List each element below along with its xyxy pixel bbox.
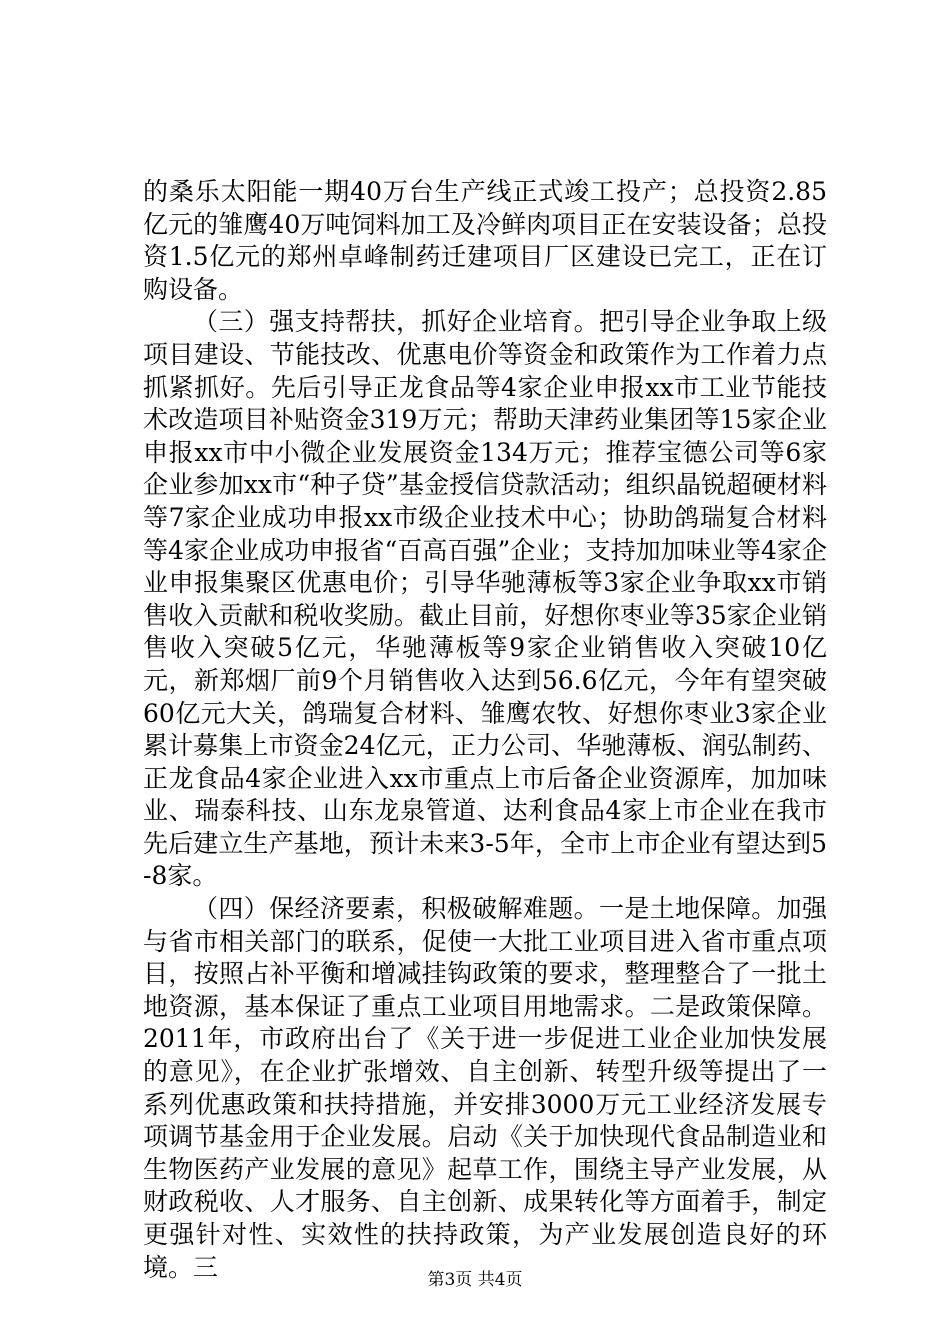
document-body <box>143 176 827 1284</box>
paragraph-continuation: 的桑乐太阳能一期40万台生产线正式竣工投产；总投资2.85亿元的雏鹰40万吨饲料加工及冷鲜肉项目正在安装设备；总投资1.5亿元的郑州卓峰制药迁建项目厂区建设已完工，正在订购设备。 <box>143 177 827 304</box>
page-footer: 第3页 共4页 <box>427 1270 523 1290</box>
paragraph-section-4: （四）保经济要素，积极破解难题。一是土地保障。加强与省市相关部门的联系，促使一大批工业项目进入省市重点项目，按照占补平衡和增减挂钩政策的要求，整理整合了一批土地资源，基本保证了重点工业项目用地需求。二是政策保障。2011年，市政府出台了《关于进一步促进工业企业加快发展的意见》，在企业扩张增效、自主创新、转型升级等提出了一系列优惠政策和扶持措施，并安排3000万元工业经济发展专项调节基金用于企业发展。启动《关于加快现代食品制造业和生物医药产业发展的意见》起草工作，围绕主导产业发展，从财政税收、人才服务、自主创新、成果转化等方面着手，制定更强针对性、实效性的扶持政策，为产业发展创造良好的环境。三 <box>143 894 827 1282</box>
paragraph-section-3: （三）强支持帮扶，抓好企业培育。把引导企业争取上级项目建设、节能技改、优惠电价等资金和政策作为工作着力点抓紧抓好。先后引导正龙食品等4家企业申报xx市工业节能技术改造项目补贴资金319万元；帮助天津药业集团等15家企业申报xx市中小微企业发展资金134万元；推荐宝德公司等6家企业参加xx市“种子贷”基金授信贷款活动；组织晶锐超硬材料等7家企业成功申报xx市级企业技术中心；协助鸽瑞复合材料等4家企业成功申报省“百高百强”企业；支持加加味业等4家企业申报集聚区优惠电价；引导华驰薄板等3家企业争取xx市销售收入贡献和税收奖励。截止目前，好想你枣业等35家企业销售收入突破5亿元，华驰薄板等9家企业销售收入突破10亿元，新郑烟厂前9个月销售收入达到56.6亿元，今年有望突破60亿元大关，鸽瑞复合材料、雏鹰农牧、好想你枣业3家企业累计募集上市资金24亿元，正力公司、华驰薄板、润弘制药、正龙食品4家企业进入xx市重点上市后备企业资源库，加加味业、瑞泰科技、山东龙泉管道、达利食品4家上市企业在我市先后建立生产基地，预计未来3-5年，全市上市企业有望达到5-8家。 <box>143 307 827 891</box>
